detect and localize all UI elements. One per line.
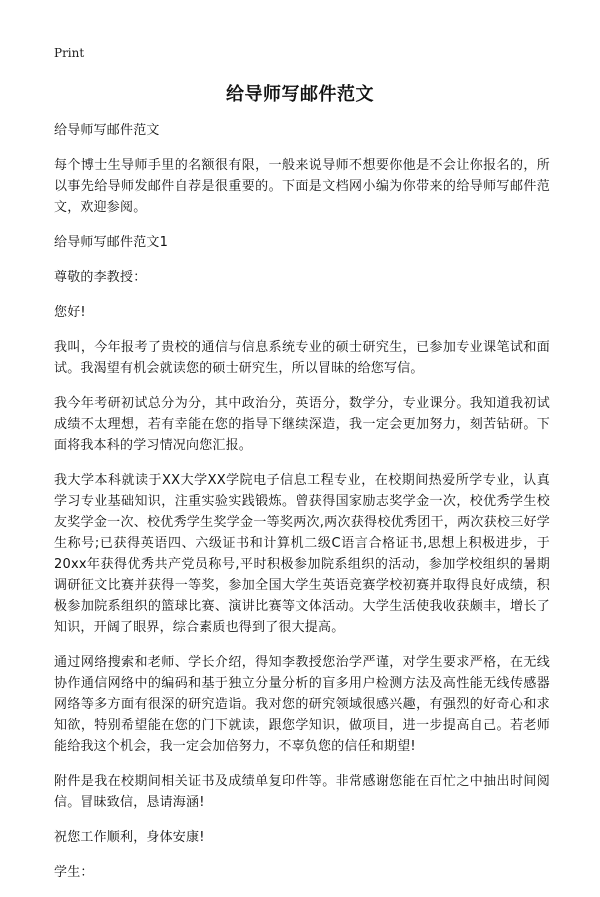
print-link[interactable]: Print — [54, 46, 85, 60]
intro-paragraph: 每个博士生导师手里的名额很有限，一般来说导师不想要你他是不会让你报名的，所以事先给导师发邮件自荐是很重要的。下面是文档网小编为你带来的给导师写邮件范文，欢迎参阅。 — [54, 158, 550, 215]
body-paragraph: 附件是我在校期间相关证书及成绩单复印件等。非常感谢您能在百忙之中抽出时间阅信。冒昧致信，恳请海涵! — [54, 774, 550, 810]
document-body — [54, 120, 550, 897]
body-paragraph: 通过网络搜索和老师、学长介绍，得知李教授您治学严谨，对学生要求严格，在无线协作通信网络中的编码和基于独立分量分析的盲多用户检测方法及高性能无线传感器网络等多方面有很深的研究造诣。我对您的研究领域很感兴趣，有强烈的好奇心和求知欲，特别希望能在您的门下就读，跟您学知识，做项目，进一步提高自己。若老师能给我这个机会，我一定会加倍努力，不辜负您的信任和期望! — [54, 655, 550, 754]
body-paragraph: 我今年考研初试总分为分，其中政治分，英语分，数学分，专业课分。我知道我初试成绩不太理想，若有幸能在您的指导下继续深造，我一定会更加努力，刻苦钻研。下面将我本科的学习情况向您汇报。 — [54, 396, 550, 453]
closing-wish: 祝您工作顺利，身体安康! — [54, 830, 205, 845]
body-paragraph: 我大学本科就读于XX大学XX学院电子信息工程专业，在校期间热爱所学专业，认真学习专业基础知识，注重实验实践锻炼。曾获得国家励志奖学金一次，校优秀学生校友奖学金一次、校优秀学生奖学金一等奖两次,两次获得校优秀团干，两次获校三好学生称号;已获得英语四、六级证书和计算机二级C语言合格证书,思想上积极进步，于20xx年获得优秀共产党员称号,平时积极参加院系组织的活动，参加学校组织的暑期调研征文比赛并获得一等奖，参加全国大学生英语竞赛学校初赛并取得良好成绩，积极参加院系组织的篮球比赛、演讲比赛等文体活动。大学生活使我收获颇丰，增长了知识，开阔了眼界，综合素质也得到了很大提高。 — [54, 473, 550, 635]
greeting: 您好! — [54, 305, 86, 320]
signature-label: 学生： — [54, 865, 94, 880]
document-title: 给导师写邮件范文 — [226, 84, 374, 105]
subtitle-paragraph: 给导师写邮件范文 — [54, 123, 160, 138]
salutation: 尊敬的李教授： — [54, 270, 147, 285]
sample-heading: 给导师写邮件范文1 — [54, 235, 169, 250]
body-paragraph: 我叫，今年报考了贵校的通信与信息系统专业的硕士研究生，已参加专业课笔试和面试。我渴望有机会就读您的硕士研究生，所以冒昧的给您写信。 — [54, 340, 550, 376]
